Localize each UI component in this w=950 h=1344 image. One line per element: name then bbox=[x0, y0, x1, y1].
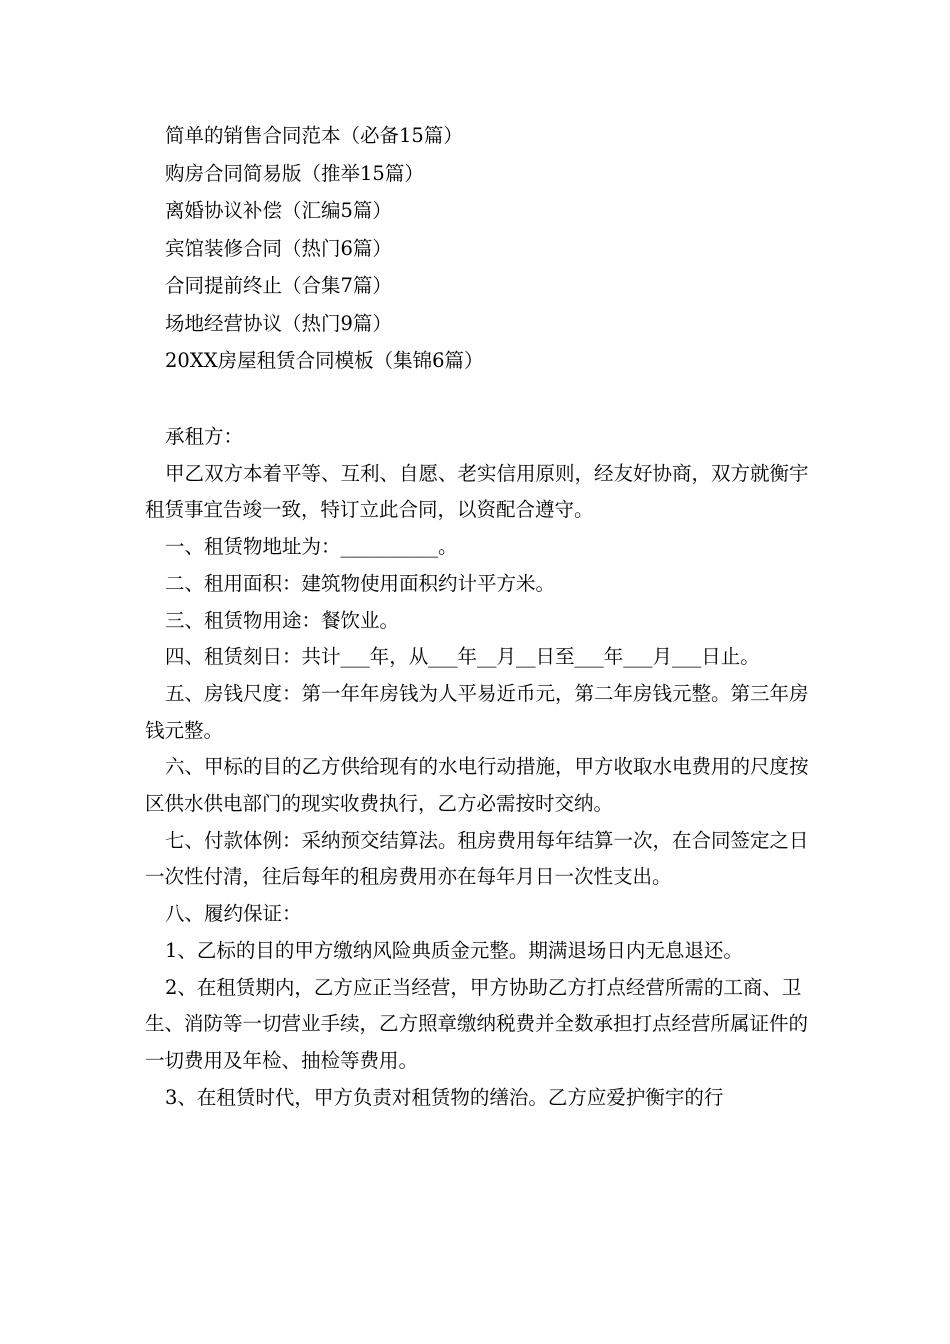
tenant-label: 承租方： bbox=[165, 425, 244, 448]
related-link-sales-contract[interactable]: 简单的销售合同范本（必备15篇） bbox=[165, 124, 463, 147]
clause-8: 八、履约保证： bbox=[165, 902, 302, 926]
clause-4: 四、租赁刻日：共计___年，从___年__月__日至___年___月___日止。 bbox=[165, 645, 760, 669]
related-link-hotel-renovation[interactable]: 宾馆装修合同（热门6篇） bbox=[165, 236, 392, 260]
clause-8-2: 2、在租赁期内，乙方应正当经营，甲方协助乙方打点经营所需的工商、卫生、消防等一切营业手续，乙方照章缴纳税费并全数承担打点经营所属证件的一切费用及年检、抽检等费用。 bbox=[145, 975, 809, 1072]
clause-6: 六、甲标的目的乙方供给现有的水电行动措施，甲方收取水电费用的尺度按区供水供电部门的现实收费执行，乙方必需按时交纳。 bbox=[145, 755, 809, 816]
clause-7: 七、付款体例：采纳预交结算法。租房费用每年结算一次，在合同签定之日一次性付清，往后每年的租房费用亦在每年月日一次性支出。 bbox=[145, 828, 809, 889]
clause-1: 一、租赁物地址为：__________。 bbox=[165, 535, 458, 559]
related-link-contract-termination[interactable]: 合同提前终止（合集7篇） bbox=[165, 274, 392, 297]
contract-intro: 甲乙双方本着平等、互利、自愿、老实信用原则，经友好协商，双方就衡宇租赁事宜告竣一致，特订立此合同，以资配合遵守。 bbox=[145, 461, 809, 522]
clause-2: 二、租用面积：建筑物使用面积约计平方米。 bbox=[165, 571, 556, 595]
related-link-lease-template[interactable]: 20XX房屋租赁合同模板（集锦6篇） bbox=[165, 349, 484, 372]
related-links-list bbox=[165, 117, 865, 380]
clause-3: 三、租赁物用途：餐饮业。 bbox=[165, 608, 400, 632]
clause-5: 五、房钱尺度：第一年年房钱为人平易近币元，第二年房钱元整。第三年房钱元整。 bbox=[145, 681, 809, 742]
related-link-house-purchase[interactable]: 购房合同简易版（推举15篇） bbox=[165, 161, 424, 185]
clause-8-1: 1、乙标的目的甲方缴纳风险典质金元整。期满退场日内无息退还。 bbox=[165, 938, 743, 962]
clause-8-3: 3、在租赁时代，甲方负责对租赁物的缮治。乙方应爱护衡宇的行 bbox=[165, 1085, 724, 1109]
related-link-divorce-agreement[interactable]: 离婚协议补偿（汇编5篇） bbox=[165, 199, 392, 222]
related-link-venue-agreement[interactable]: 场地经营协议（热门9篇） bbox=[165, 311, 392, 335]
contract-body bbox=[145, 419, 825, 1116]
